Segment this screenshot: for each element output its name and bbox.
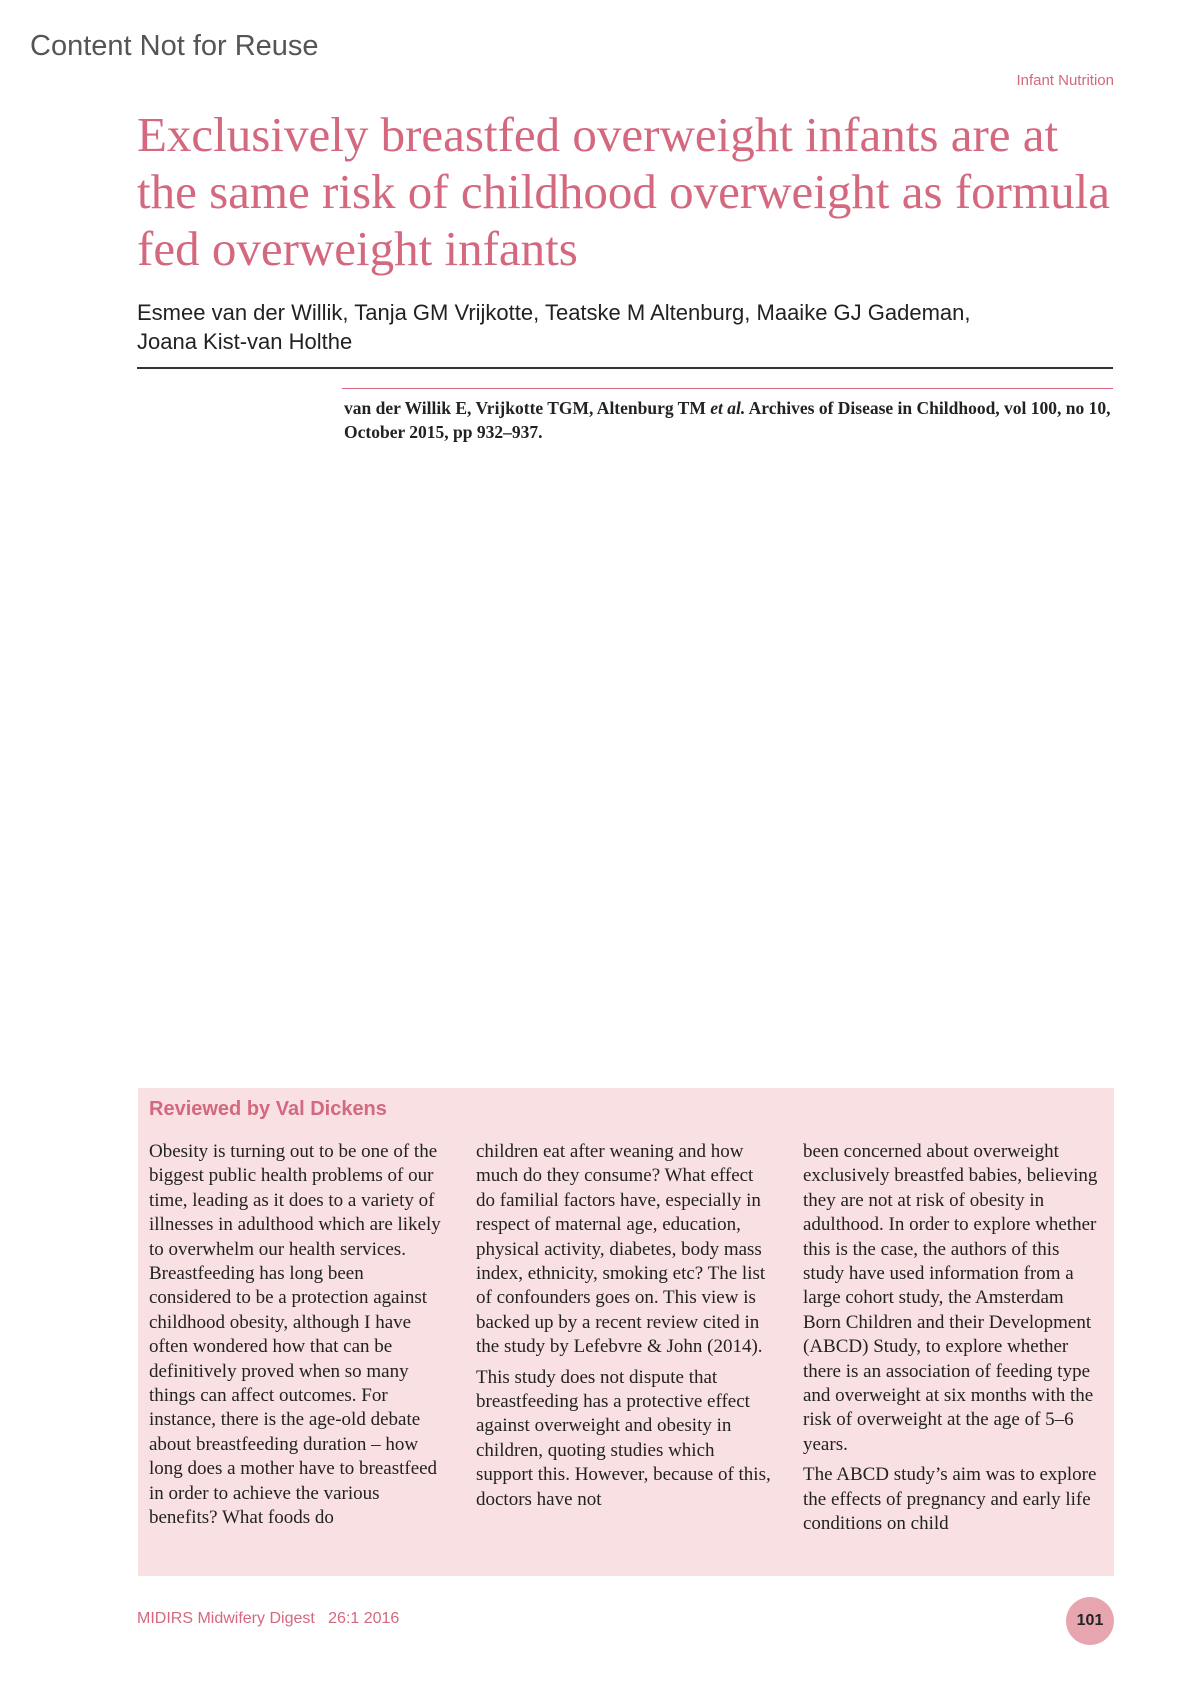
review-box <box>138 1088 1114 1576</box>
review-column-2 <box>476 1140 776 1518</box>
review-paragraph: This study does not dispute that breastfeeding has a protective effect against overweight and obesity in children, quoting studies which support this. However, because of this, doctors have not <box>476 1366 771 1510</box>
citation-divider <box>342 388 1113 389</box>
journal-footer: MIDIRS Midwifery Digest 26:1 2016 <box>137 1610 400 1627</box>
citation-authors: van der Willik E, Vrijkotte TGM, Altenburg TM <box>344 398 711 418</box>
header-divider <box>137 367 1113 369</box>
review-paragraph: Obesity is turning out to be one of the biggest public health problems of our time, leading as it does to a variety of illnesses in adulthood which are likely to overwhelm our health services. Breastfeeding has long been considered to be a protection against childhood obesity, although I have often wondered how that can be definitively proved when so many things can affect outcomes. For instance, there is the age-old debate about breastfeeding duration – how long does a mother have to breastfeed in order to achieve the various benefits? What foods do <box>149 1141 441 1529</box>
watermark: Content Not for Reuse <box>30 30 319 62</box>
review-column-3 <box>803 1140 1103 1543</box>
author-list <box>137 298 1037 356</box>
review-paragraph: The ABCD study’s aim was to explore the effects of pregnancy and early life conditions on child <box>803 1464 1097 1535</box>
page-number-badge <box>1066 1597 1114 1645</box>
section-tag: Infant Nutrition <box>1016 72 1114 89</box>
citation-source: Archives of Disease in Childhood, vol 100, no 10, October 2015, pp 932–937. <box>344 398 1111 442</box>
review-paragraph: children eat after weaning and how much do they consume? What effect do familial factors have, especially in respect of maternal age, education, physical activity, diabetes, body mass index, ethnicity, smoking etc? The list of confounders goes on. This view is backed up by a recent review cited in the study by Lefebvre & John (2014). <box>476 1141 766 1358</box>
review-column-1 <box>149 1140 449 1537</box>
citation <box>344 396 1118 444</box>
article-title: Exclusively breastfed overweight infants are at the same risk of childhood overweight as formula fed overweight infants <box>137 107 1110 276</box>
review-paragraph: been concerned about overweight exclusively breastfed babies, believing they are not at risk of obesity in adulthood. In order to explore whether this is the case, the authors of this study have used information from a large cohort study, the Amsterdam Born Children and their Development (ABCD) Study, to explore whether there is an association of feeding type and overweight at six months with the risk of overweight at the age of 5–6 years. <box>803 1141 1098 1455</box>
authors-line-1: Esmee van der Willik, Tanja GM Vrijkotte, Teatske M Altenburg, Maaike GJ Gademan, <box>137 300 971 325</box>
citation-etal: et al. <box>710 398 746 418</box>
page-number: 101 <box>1076 1612 1104 1629</box>
authors-line-2: Joana Kist-van Holthe <box>137 329 353 354</box>
reviewer-heading: Reviewed by Val Dickens <box>149 1098 387 1120</box>
